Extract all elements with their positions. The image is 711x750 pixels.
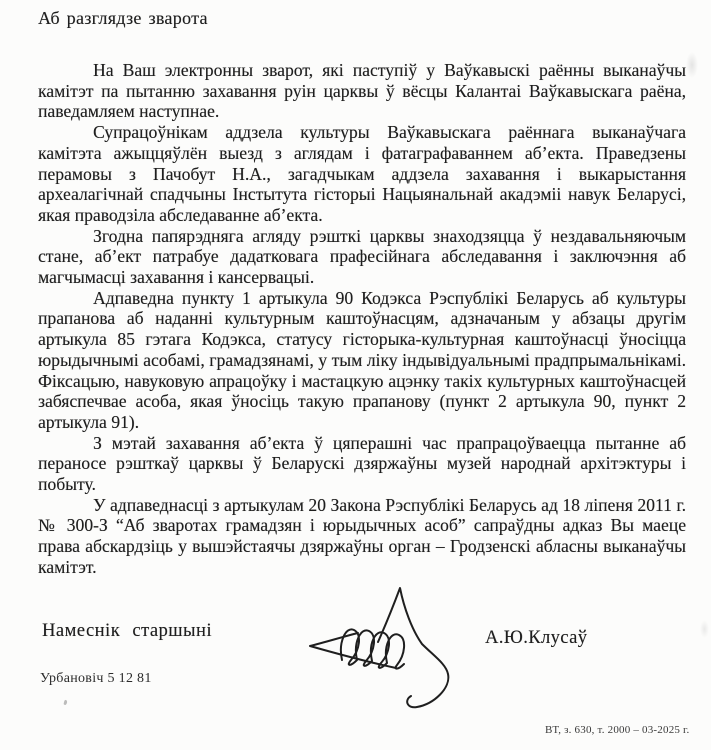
- scan-smudge: [700, 620, 709, 638]
- signer-name: А.Ю.Клусаў: [485, 628, 588, 648]
- scan-speck: [63, 700, 67, 706]
- body-paragraph: Адпаведна пункту 1 артыкула 90 Кодэкса Рэспублікі Беларусь аб культуры прапанова аб наданні культурным каштоўнасцям, адзначаным у абзацы другім артыкула 85 гэтага Кодэкса, статусу гісторыка-культурная каштоўнасці ўносіцца юрыдычнымі асобамі, грамадзянамі, у тым ліку індывідуальнымі прадпрымальнікамі. Фіксацыю, навуковую апрацоўку і мастацкую ацэнку такіх культурных каштоўнасцей забяспечвае асоба, якая ўносіць такую прапанову (пункт 2 артыкула 90, пункт 2 артыкула 91).: [38, 287, 686, 432]
- scan-smudge: [686, 52, 698, 78]
- signer-position-label: Намеснік старшыні: [42, 621, 213, 641]
- executor-note: Урбановіч 5 12 81: [40, 671, 152, 686]
- handwritten-signature-icon: [300, 576, 470, 716]
- body-paragraph: З мэтай захавання аб’екта ў цяперашні час прапрацоўваецца пытанне аб пераносе рэшткаў царквы ў Беларускі дзяржаўны музей народнай архітэктуры і побыту.: [38, 432, 686, 495]
- print-run-note: ВТ, з. 630, т. 2000 – 03-2025 г.: [545, 724, 690, 736]
- body-paragraph: На Ваш электронны зварот, які паступіў у Ваўкавыскі раённы выканаўчы камітэт па пытанню захавання руін царквы ў вёсцы Калантаі Ваўкавыскага раёна, паведамляем наступнае.: [38, 60, 686, 122]
- body-paragraph: Згодна папярэдняга агляду рэшткі царквы знаходзяцца ў нездавальняючым стане, аб’ект патрабуе дадатковага прафесійнага абследавання і заключэння аб магчымасці захавання і кансервацыі.: [38, 225, 686, 288]
- letter-body: [38, 60, 686, 578]
- body-paragraph: У адпаведнасці з артыкулам 20 Закона Рэспублікі Беларусь ад 18 ліпеня 2011 г. № 300-З “Аб зваротах грамадзян і юрыдычных асоб” сапраўдны адказ Вы маеце права абскардзіць у вышэйстаячы дзяржаўны орган – Гродзенскі абласны выканаўчы камітэт.: [38, 494, 686, 577]
- letter-subject: Аб разглядзе зварота: [38, 8, 208, 28]
- body-paragraph: Супрацоўнікам аддзела культуры Ваўкавыскага раённага выканаўчага камітэта ажыццяўлён выезд з аглядам і фатаграфаваннем аб’екта. Праведзены перамовы з Пачобут Н.А., загадчыкам аддзела захавання і выкарыстання археалагічнай спадчыны Інстытута гісторыі Нацыянальнай акадэміі навук Беларусі, якая праводзіла абследаванне аб’екта.: [38, 122, 686, 225]
